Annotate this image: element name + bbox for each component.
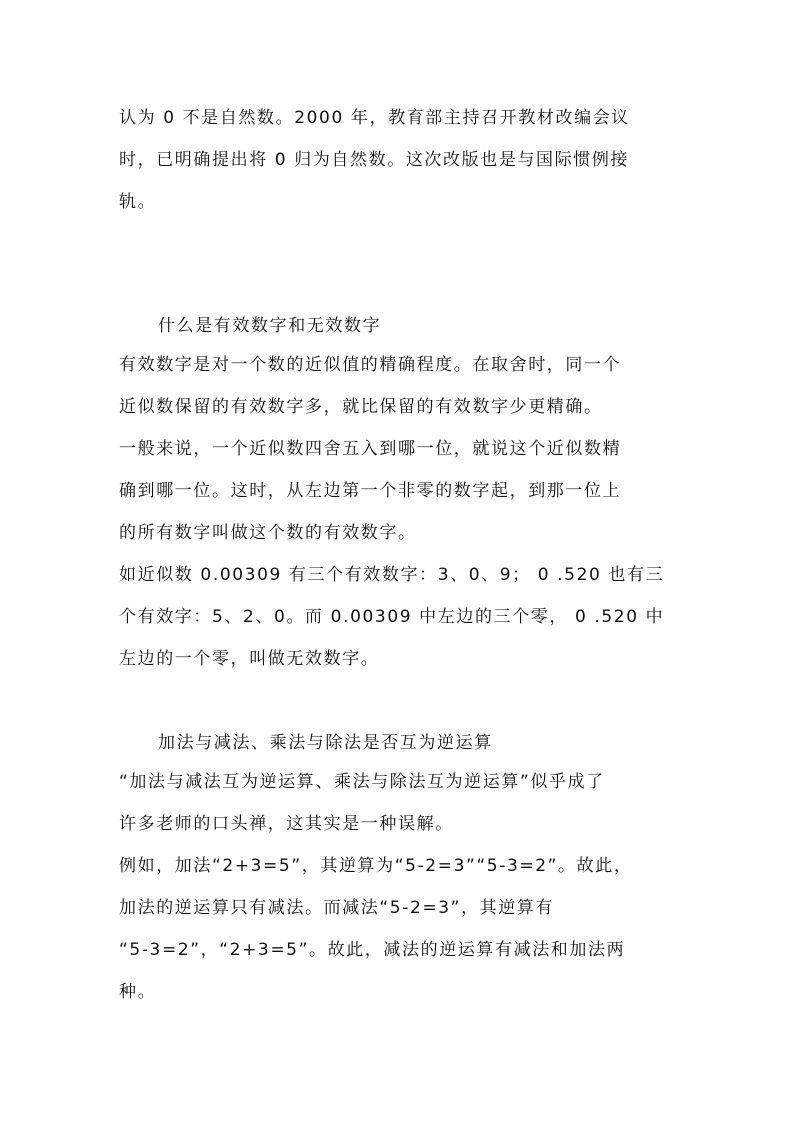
paragraph-line: 种。 xyxy=(119,982,157,1002)
paragraph-line: 例如，加法“2+3=5”，其逆算为“5-2=3”“5-3=2”。故此， xyxy=(119,856,633,876)
paragraph-line: 一般来说，一个近似数四舍五入到哪一位，就说这个近似数精 xyxy=(119,439,622,459)
paragraph-line: 的所有数字叫做这个数的有效数字。 xyxy=(119,523,417,543)
paragraph-line: 时，已明确提出将 0 归为自然数。这次改版也是与国际惯例接 xyxy=(119,150,630,170)
paragraph-line: 许多老师的口头禅，这其实是一种误解。 xyxy=(119,814,454,834)
paragraph-line: 近似数保留的有效数字多，就比保留的有效数字少更精确。 xyxy=(119,397,603,417)
paragraph-line: 加法的逆运算只有减法。而减法“5-2=3”，其逆算有 xyxy=(119,898,555,918)
paragraph-line: 个有效字：5、2、0。而 0.00309 中左边的三个零， 0 .520 中 xyxy=(119,607,665,627)
paragraph-line: 如近似数 0.00309 有三个有效数字：3、0、9； 0 .520 也有三 xyxy=(119,565,665,585)
paragraph-line: “加法与减法互为逆运算、乘法与除法互为逆运算”似乎成了 xyxy=(119,772,605,792)
paragraph-line: 认为 0 不是自然数。2000 年，教育部主持召开教材改编会议 xyxy=(119,108,630,128)
paragraph-line: 确到哪一位。这时，从左边第一个非零的数字起，到那一位上 xyxy=(119,481,622,501)
section-heading: 加法与减法、乘法与除法是否互为逆运算 xyxy=(158,733,493,753)
paragraph-line: 有效数字是对一个数的近似值的精确程度。在取舍时，同一个 xyxy=(119,355,622,375)
paragraph-line: “5-3=2”，“2+3=5”。故此，减法的逆运算有减法和加法两 xyxy=(119,940,626,960)
section-heading: 什么是有效数字和无效数字 xyxy=(158,316,382,336)
paragraph-line: 轨。 xyxy=(119,192,157,212)
paragraph-line: 左边的一个零，叫做无效数字。 xyxy=(119,649,380,669)
